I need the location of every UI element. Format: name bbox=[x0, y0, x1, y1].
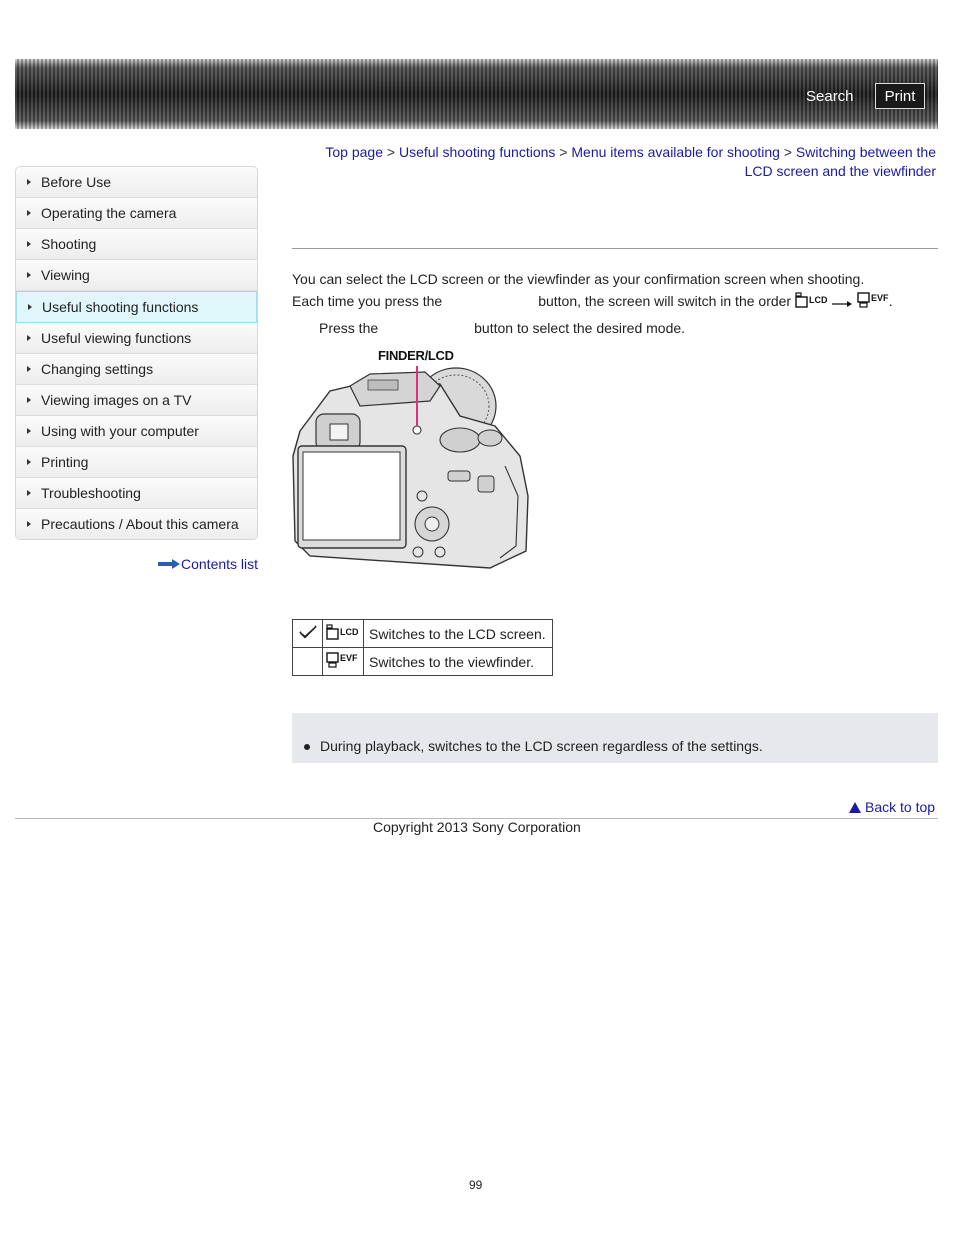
sidebar-item-shooting[interactable] bbox=[16, 229, 257, 260]
sidebar-item-label: Using with your computer bbox=[41, 423, 199, 439]
triangle-up-icon bbox=[849, 802, 861, 813]
triangle-right-icon bbox=[27, 397, 31, 403]
arrow-right-icon bbox=[831, 298, 853, 308]
sidebar-item-troubleshooting[interactable] bbox=[16, 478, 257, 509]
breadcrumb-current[interactable]: Switching between the LCD screen and the viewfinder bbox=[744, 144, 936, 179]
settings-table bbox=[292, 619, 553, 676]
triangle-right-icon bbox=[27, 521, 31, 527]
triangle-right-icon bbox=[27, 335, 31, 341]
svg-text:EVF: EVF bbox=[340, 653, 358, 663]
sidebar-item-label: Changing settings bbox=[41, 361, 154, 377]
bullet-icon bbox=[304, 744, 310, 750]
para2-part-a: Each time you press the bbox=[292, 293, 443, 309]
triangle-right-icon bbox=[27, 179, 31, 185]
table-cell-text: Switches to the viewfinder. bbox=[364, 648, 553, 676]
copyright: Copyright 2013 Sony Corporation bbox=[373, 819, 581, 835]
finder-lcd-label: FINDER/LCD bbox=[378, 348, 454, 363]
breadcrumb bbox=[300, 143, 936, 181]
sidebar-nav bbox=[15, 166, 258, 540]
breadcrumb-useful-shooting[interactable]: Useful shooting functions bbox=[398, 144, 556, 160]
table-cell-icon bbox=[323, 648, 364, 676]
triangle-right-icon bbox=[28, 304, 32, 310]
intro-paragraph: You can select the LCD screen or the viewfinder as your confirmation screen when shooting. bbox=[292, 271, 865, 287]
sidebar-item-viewing[interactable] bbox=[16, 260, 257, 291]
evf-icon bbox=[326, 652, 360, 668]
back-to-top-link[interactable] bbox=[849, 799, 935, 815]
triangle-right-icon bbox=[27, 459, 31, 465]
triangle-right-icon bbox=[27, 490, 31, 496]
sidebar-item-label: Viewing bbox=[41, 267, 90, 283]
breadcrumb-separator: > bbox=[555, 144, 572, 160]
svg-text:LCD: LCD bbox=[340, 627, 359, 637]
sidebar-item-operating[interactable] bbox=[16, 198, 257, 229]
sidebar-item-label: Before Use bbox=[41, 174, 112, 190]
table-row bbox=[293, 648, 553, 676]
sidebar-item-computer[interactable] bbox=[16, 416, 257, 447]
sidebar-item-label: Useful shooting functions bbox=[42, 299, 199, 315]
evf-icon bbox=[857, 292, 889, 308]
para2-end: . bbox=[888, 293, 893, 309]
triangle-right-icon bbox=[27, 210, 31, 216]
step-part-a: Press the bbox=[319, 320, 379, 336]
breadcrumb-menu-items[interactable]: Menu items available for shooting bbox=[571, 144, 780, 160]
svg-text:LCD: LCD bbox=[808, 295, 827, 305]
title-divider bbox=[292, 248, 938, 249]
breadcrumb-separator: > bbox=[383, 144, 399, 160]
header-bar bbox=[15, 59, 938, 129]
lcd-icon bbox=[326, 624, 360, 640]
step-instruction bbox=[319, 320, 685, 336]
sidebar-item-label: Operating the camera bbox=[41, 205, 177, 221]
triangle-right-icon bbox=[27, 241, 31, 247]
sidebar-item-label: Printing bbox=[41, 454, 89, 470]
table-cell-icon bbox=[323, 620, 364, 648]
table-row bbox=[293, 620, 553, 648]
arrow-right-icon bbox=[158, 559, 180, 569]
table-cell-check bbox=[293, 648, 323, 676]
sidebar-item-label: Shooting bbox=[41, 236, 97, 252]
note-text: During playback, switches to the LCD screen regardless of the settings. bbox=[320, 738, 763, 754]
lcd-icon bbox=[795, 292, 827, 308]
svg-text:EVF: EVF bbox=[870, 293, 889, 303]
triangle-right-icon bbox=[27, 366, 31, 372]
contents-list-link[interactable] bbox=[158, 556, 258, 572]
sidebar-item-changing-settings[interactable] bbox=[16, 354, 257, 385]
sidebar-item-label: Useful viewing functions bbox=[41, 330, 192, 346]
page-number: 99 bbox=[469, 1178, 483, 1192]
triangle-right-icon bbox=[27, 272, 31, 278]
sidebar-item-label: Precautions / About this camera bbox=[41, 516, 239, 532]
table-cell-check bbox=[293, 620, 323, 648]
para2-part-b: button, the screen will switch in the order bbox=[538, 293, 792, 309]
sidebar-item-precautions[interactable] bbox=[16, 509, 257, 539]
checkmark-icon bbox=[298, 624, 318, 640]
breadcrumb-separator: > bbox=[779, 144, 796, 160]
sidebar-item-viewing-tv[interactable] bbox=[16, 385, 257, 416]
contents-list-label: Contents list bbox=[181, 556, 259, 572]
step-part-b: button to select the desired mode. bbox=[474, 320, 686, 336]
sidebar-item-label: Troubleshooting bbox=[41, 485, 141, 501]
print-button[interactable]: Print bbox=[875, 83, 925, 109]
breadcrumb-top-page[interactable]: Top page bbox=[325, 144, 383, 160]
table-cell-text: Switches to the LCD screen. bbox=[364, 620, 553, 648]
search-link[interactable]: Search bbox=[806, 88, 854, 105]
sidebar-item-before-use[interactable] bbox=[16, 167, 257, 198]
note-box bbox=[292, 713, 938, 763]
triangle-right-icon bbox=[27, 428, 31, 434]
back-to-top-label: Back to top bbox=[865, 799, 936, 815]
sidebar-item-useful-shooting[interactable] bbox=[16, 291, 257, 323]
camera-illustration bbox=[290, 346, 535, 574]
sidebar-item-printing[interactable] bbox=[16, 447, 257, 478]
switch-order-paragraph bbox=[292, 292, 893, 309]
sidebar-item-useful-viewing[interactable] bbox=[16, 323, 257, 354]
sidebar-item-label: Viewing images on a TV bbox=[41, 392, 192, 408]
